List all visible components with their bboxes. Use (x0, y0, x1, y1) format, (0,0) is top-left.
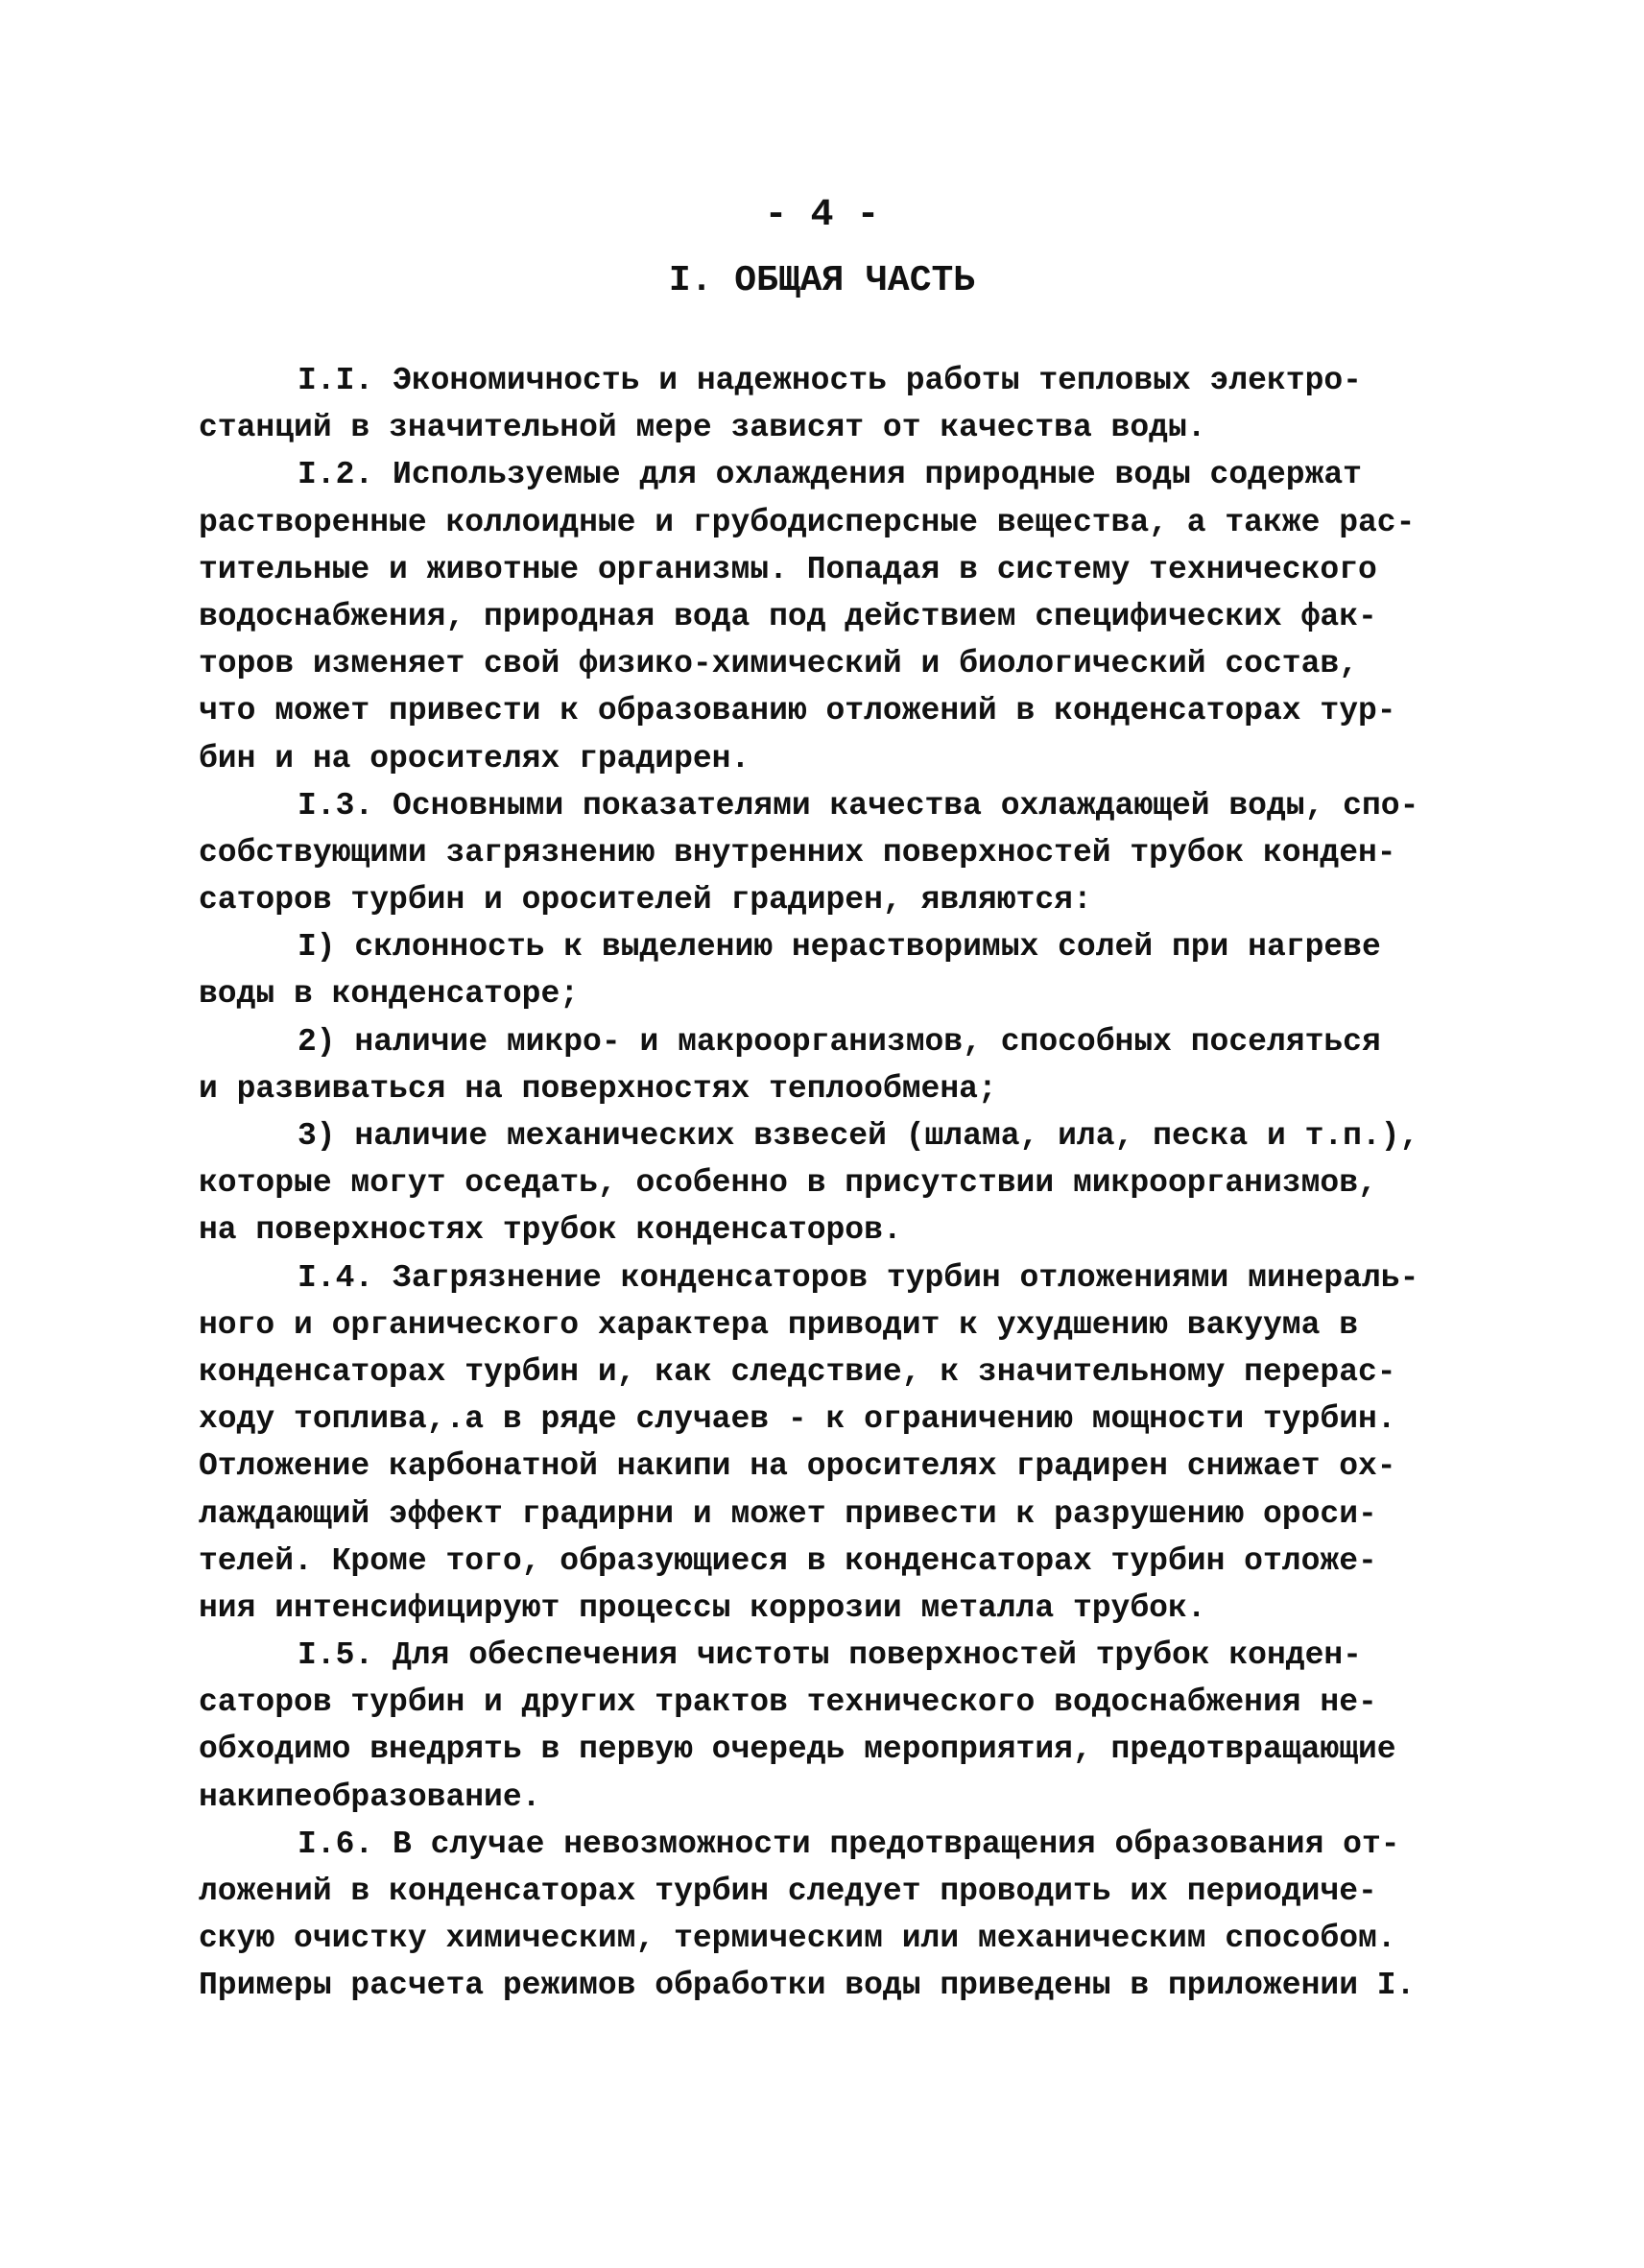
section-title: I. ОБЩАЯ ЧАСТЬ (668, 260, 976, 301)
paragraph-1-2-line: I.2. Используемые для охлаждения природные воды содержат (298, 457, 1362, 493)
paragraph-1-2-line: водоснабжения, природная вода под действием специфических фак- (199, 598, 1377, 634)
paragraph-1-2-line: бин и на оросителях градирен. (199, 740, 751, 776)
paragraph-1-2-line: растворенные коллоидные и грубодисперсные вещества, а также рас- (199, 504, 1416, 540)
paragraph-1-4-line: ходу топлива,.а в ряде случаев - к ограничению мощности турбин. (199, 1401, 1396, 1438)
paragraph-1-2-line: тительные и животные организмы. Попадая в систему технического (199, 551, 1377, 587)
list-item-3-line: на поверхностях трубок конденсаторов. (199, 1212, 902, 1249)
list-item-3-line: 3) наличие механических взвесей (шлама, ила, песка и т.п.), (298, 1118, 1419, 1154)
body-text (199, 357, 1475, 2010)
paragraph-1-4-line: конденсаторах турбин и, как следствие, к значительному перерас- (199, 1353, 1396, 1390)
paragraph-1-5-line: саторов турбин и других трактов технического водоснабжения не- (199, 1684, 1377, 1721)
paragraph-1-4-line: I.4. Загрязнение конденсаторов турбин отложениями минераль- (298, 1259, 1419, 1296)
paragraph-1-1-line: I.I. Экономичность и надежность работы тепловых электро- (298, 363, 1362, 398)
paragraph-1-1-line: станций в значительной мере зависят от качества воды. (199, 410, 1206, 446)
paragraph-1-4-line: телей. Кроме того, образующиеся в конденсаторах турбин отложе- (199, 1542, 1377, 1579)
paragraph-1-2-line: торов изменяет свой физико-химический и биологический состав, (199, 646, 1358, 682)
paragraph-1-4-line: ного и органического характера приводит к ухудшению вакуума в (199, 1306, 1358, 1343)
paragraph-1-6-line: Примеры расчета режимов обработки воды приведены в приложении I. (199, 1968, 1416, 2004)
paragraph-1-4-line: ния интенсифицируют процессы коррозии металла трубок. (199, 1589, 1206, 1626)
list-item-2-line: и развиваться на поверхностях теплообмена; (199, 1070, 997, 1107)
paragraph-1-6-line: ложений в конденсаторах турбин следует проводить их периодиче- (199, 1874, 1377, 1909)
paragraph-1-6-line: скую очистку химическим, термическим или механическим способом. (199, 1921, 1396, 1957)
paragraph-1-4-line: лаждающий эффект градирни и может привести к разрушению ороси- (199, 1495, 1377, 1532)
paragraph-1-5-line: обходимо внедрять в первую очередь мероприятия, предотвращающие (199, 1731, 1396, 1768)
paragraph-1-3-line: саторов турбин и оросителей градирен, являются: (199, 882, 1092, 919)
paragraph-1-4-line: Отложение карбонатной накипи на оросителях градирен снижает ох- (199, 1448, 1396, 1485)
list-item-3-line: которые могут оседать, особенно в присутствии микроорганизмов, (199, 1165, 1377, 1202)
paragraph-1-5-line: I.5. Для обеспечения чистоты поверхностей трубок конден- (298, 1637, 1362, 1674)
paragraph-1-5-line: накипеобразование. (199, 1779, 541, 1815)
list-item-1-line: воды в конденсаторе; (199, 976, 580, 1013)
paragraph-1-6-line: I.6. В случае невозможности предотвращения образования от- (298, 1826, 1400, 1862)
list-item-2-line: 2) наличие микро- и макроорганизмов, способных поселяться (298, 1023, 1381, 1060)
paragraph-1-2-line: что может привести к образованию отложений в конденсаторах тур- (199, 693, 1396, 729)
page-number: - 4 - (764, 194, 880, 237)
paragraph-1-3-line: собствующими загрязнению внутренних поверхностей трубок конден- (199, 834, 1396, 871)
paragraph-1-3-line: I.3. Основными показателями качества охлаждающей воды, спо- (298, 787, 1419, 824)
list-item-1-line: I) склонность к выделению нерастворимых солей при нагреве (298, 929, 1381, 966)
